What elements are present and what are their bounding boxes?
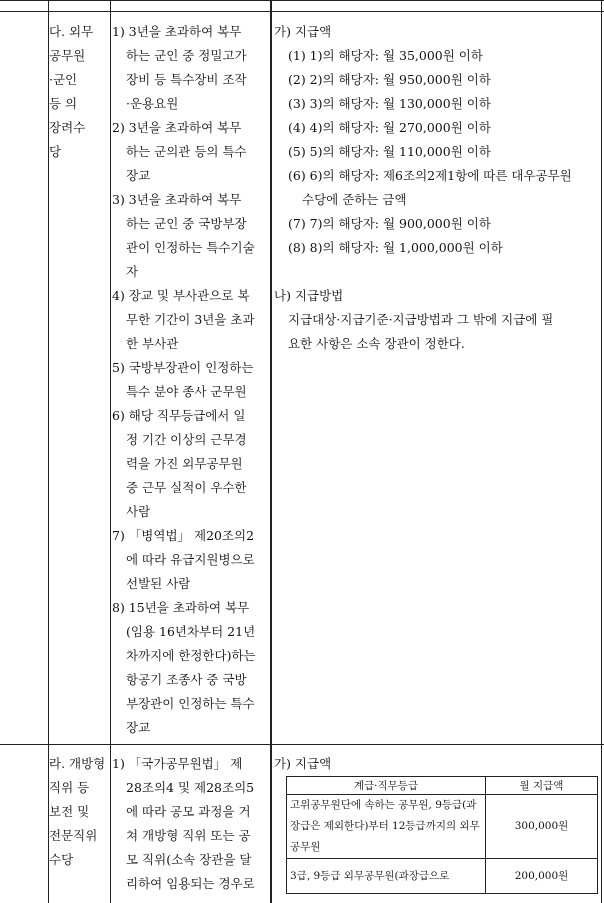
condition-line: 관이 인정하는 특수기술 [126, 240, 255, 255]
table-row [287, 795, 598, 859]
section-ra-category [49, 752, 110, 872]
condition-line: 8) 15년을 초과하여 복무 [112, 600, 250, 615]
condition-line: 사람 [126, 504, 151, 519]
condition-line: 선발된 사람 [126, 576, 191, 591]
section-ra-payment [274, 752, 600, 776]
category-line: ·군인 [49, 72, 78, 87]
condition-line: 자 [126, 264, 139, 279]
column-rule [270, 0, 272, 903]
category-line: 등 의 [49, 96, 78, 111]
condition-line: 항공기 조종사 중 국방 [126, 672, 247, 687]
category-line: 다. 외무 [49, 24, 94, 39]
category-line: 직위 등 [49, 780, 90, 795]
condition-line: 1) 3년을 초과하여 복무 [112, 24, 242, 39]
payment-line: 수당에 준하는 금액 [302, 192, 407, 207]
category-line: 당 [49, 144, 62, 159]
method-heading: 나) 지급방법 [274, 288, 344, 303]
condition-line: 4) 장교 및 부사관으로 복 [112, 288, 250, 303]
condition-line: 무한 기간이 3년을 초과 [126, 312, 255, 327]
column-rule [110, 0, 111, 903]
condition-line: 장비 등 특수장비 조작 [126, 72, 247, 87]
condition-line: 5) 국방부장관이 인정하는 [112, 360, 254, 375]
payment-line: (7) 7)의 해당자: 월 900,000원 이하 [288, 216, 491, 231]
condition-line: (임용 16년차부터 21년 [126, 624, 256, 639]
spacer [274, 260, 600, 284]
condition-line: ·운용요원 [126, 96, 179, 111]
row-rule [0, 744, 604, 745]
payment-line: (3) 3)의 해당자: 월 130,000원 이하 [288, 96, 491, 111]
section-da-payment [274, 20, 600, 356]
column-rule [601, 0, 602, 903]
condition-line: 쳐 개방형 직위 또는 공 [126, 828, 251, 843]
category-line: 장려수 [49, 120, 86, 135]
method-line: 지급대상·지급기준·지급방법과 그 밖에 지급에 필 [288, 312, 554, 327]
category-line: 공무원 [49, 48, 86, 63]
payment-line: (8) 8)의 해당자: 월 1,000,000원 이하 [288, 240, 503, 255]
grade-amount-table [286, 776, 598, 894]
payment-heading: 가) 지급액 [274, 24, 332, 39]
category-line: 수당 [49, 852, 74, 867]
grade-line: 장급은 제외한다)부터 12등급까지의 외무 [290, 820, 480, 832]
condition-line: 장교 [126, 720, 151, 735]
condition-line: 하는 군인 중 정밀고가 [126, 48, 247, 63]
condition-line: 에 따라 유급지원병으로 [126, 552, 255, 567]
condition-line: 모 직위(소속 장관을 달 [126, 852, 252, 867]
grade-cell [287, 859, 486, 894]
category-line: 보전 및 [49, 804, 90, 819]
condition-line: 하는 군인 중 국방부장 [126, 216, 247, 231]
condition-line: 에 따라 공모 과정을 거 [126, 804, 251, 819]
payment-line: (5) 5)의 해당자: 월 110,000원 이하 [288, 144, 491, 159]
payment-line: (2) 2)의 해당자: 월 950,000원 이하 [288, 72, 491, 87]
method-line: 요한 사항은 소속 장관이 정한다. [288, 336, 465, 351]
section-da-conditions [112, 20, 270, 740]
condition-line: 1) 「국가공무원법」 제 [112, 756, 243, 771]
table-row [287, 859, 598, 894]
grade-cell [287, 795, 486, 859]
payment-line: (6) 6)의 해당자: 제6조의2제1항에 따른 대우공무원 [288, 168, 572, 183]
condition-line: 중 근무 실적이 우수한 [126, 480, 247, 495]
table-header-row [287, 777, 598, 795]
grade-header: 계급·직무등급 [287, 777, 486, 795]
condition-line: 부장관이 인정하는 특수 [126, 696, 255, 711]
condition-line: 차까지에 한정한다)하는 [126, 648, 256, 663]
condition-line: 력을 가진 외무공무원 [126, 456, 243, 471]
condition-line: 리하여 임용되는 경우로 [126, 876, 255, 891]
amount-cell: 300,000원 [486, 795, 598, 859]
payment-heading: 가) 지급액 [274, 756, 332, 771]
section-ra-conditions [112, 752, 270, 896]
condition-line: 6) 해당 직무등급에서 일 [112, 408, 246, 423]
category-line: 라. 개방형 [49, 756, 106, 771]
grade-line: 3급, 9등급 외무공무원(과장급으로 [290, 870, 450, 882]
grade-line: 고위공무원단에 속하는 공무원, 9등급(과 [290, 799, 477, 811]
row-rule [0, 11, 604, 12]
condition-line: 한 부사관 [126, 336, 179, 351]
condition-line: 장교 [126, 168, 151, 183]
row-rule [0, 0, 604, 1]
grade-line: 공무원 [290, 841, 321, 853]
condition-line: 3) 3년을 초과하여 복무 [112, 192, 242, 207]
amount-cell: 200,000원 [486, 859, 598, 894]
payment-line: (1) 1)의 해당자: 월 35,000원 이하 [288, 48, 483, 63]
condition-line: 7) 「병역법」 제20조의2 [112, 528, 255, 543]
condition-line: 28조의4 및 제28조의5 [126, 780, 255, 795]
condition-line: 하는 군의관 등의 특수 [126, 144, 247, 159]
amount-header: 월 지급액 [486, 777, 598, 795]
payment-line: (4) 4)의 해당자: 월 270,000원 이하 [288, 120, 491, 135]
condition-line: 특수 분야 종사 군무원 [126, 384, 247, 399]
condition-line: 2) 3년을 초과하여 복무 [112, 120, 242, 135]
section-da-category [49, 20, 110, 164]
condition-line: 정 기간 이상의 근무경 [126, 432, 247, 447]
category-line: 전문직위 [49, 828, 98, 843]
